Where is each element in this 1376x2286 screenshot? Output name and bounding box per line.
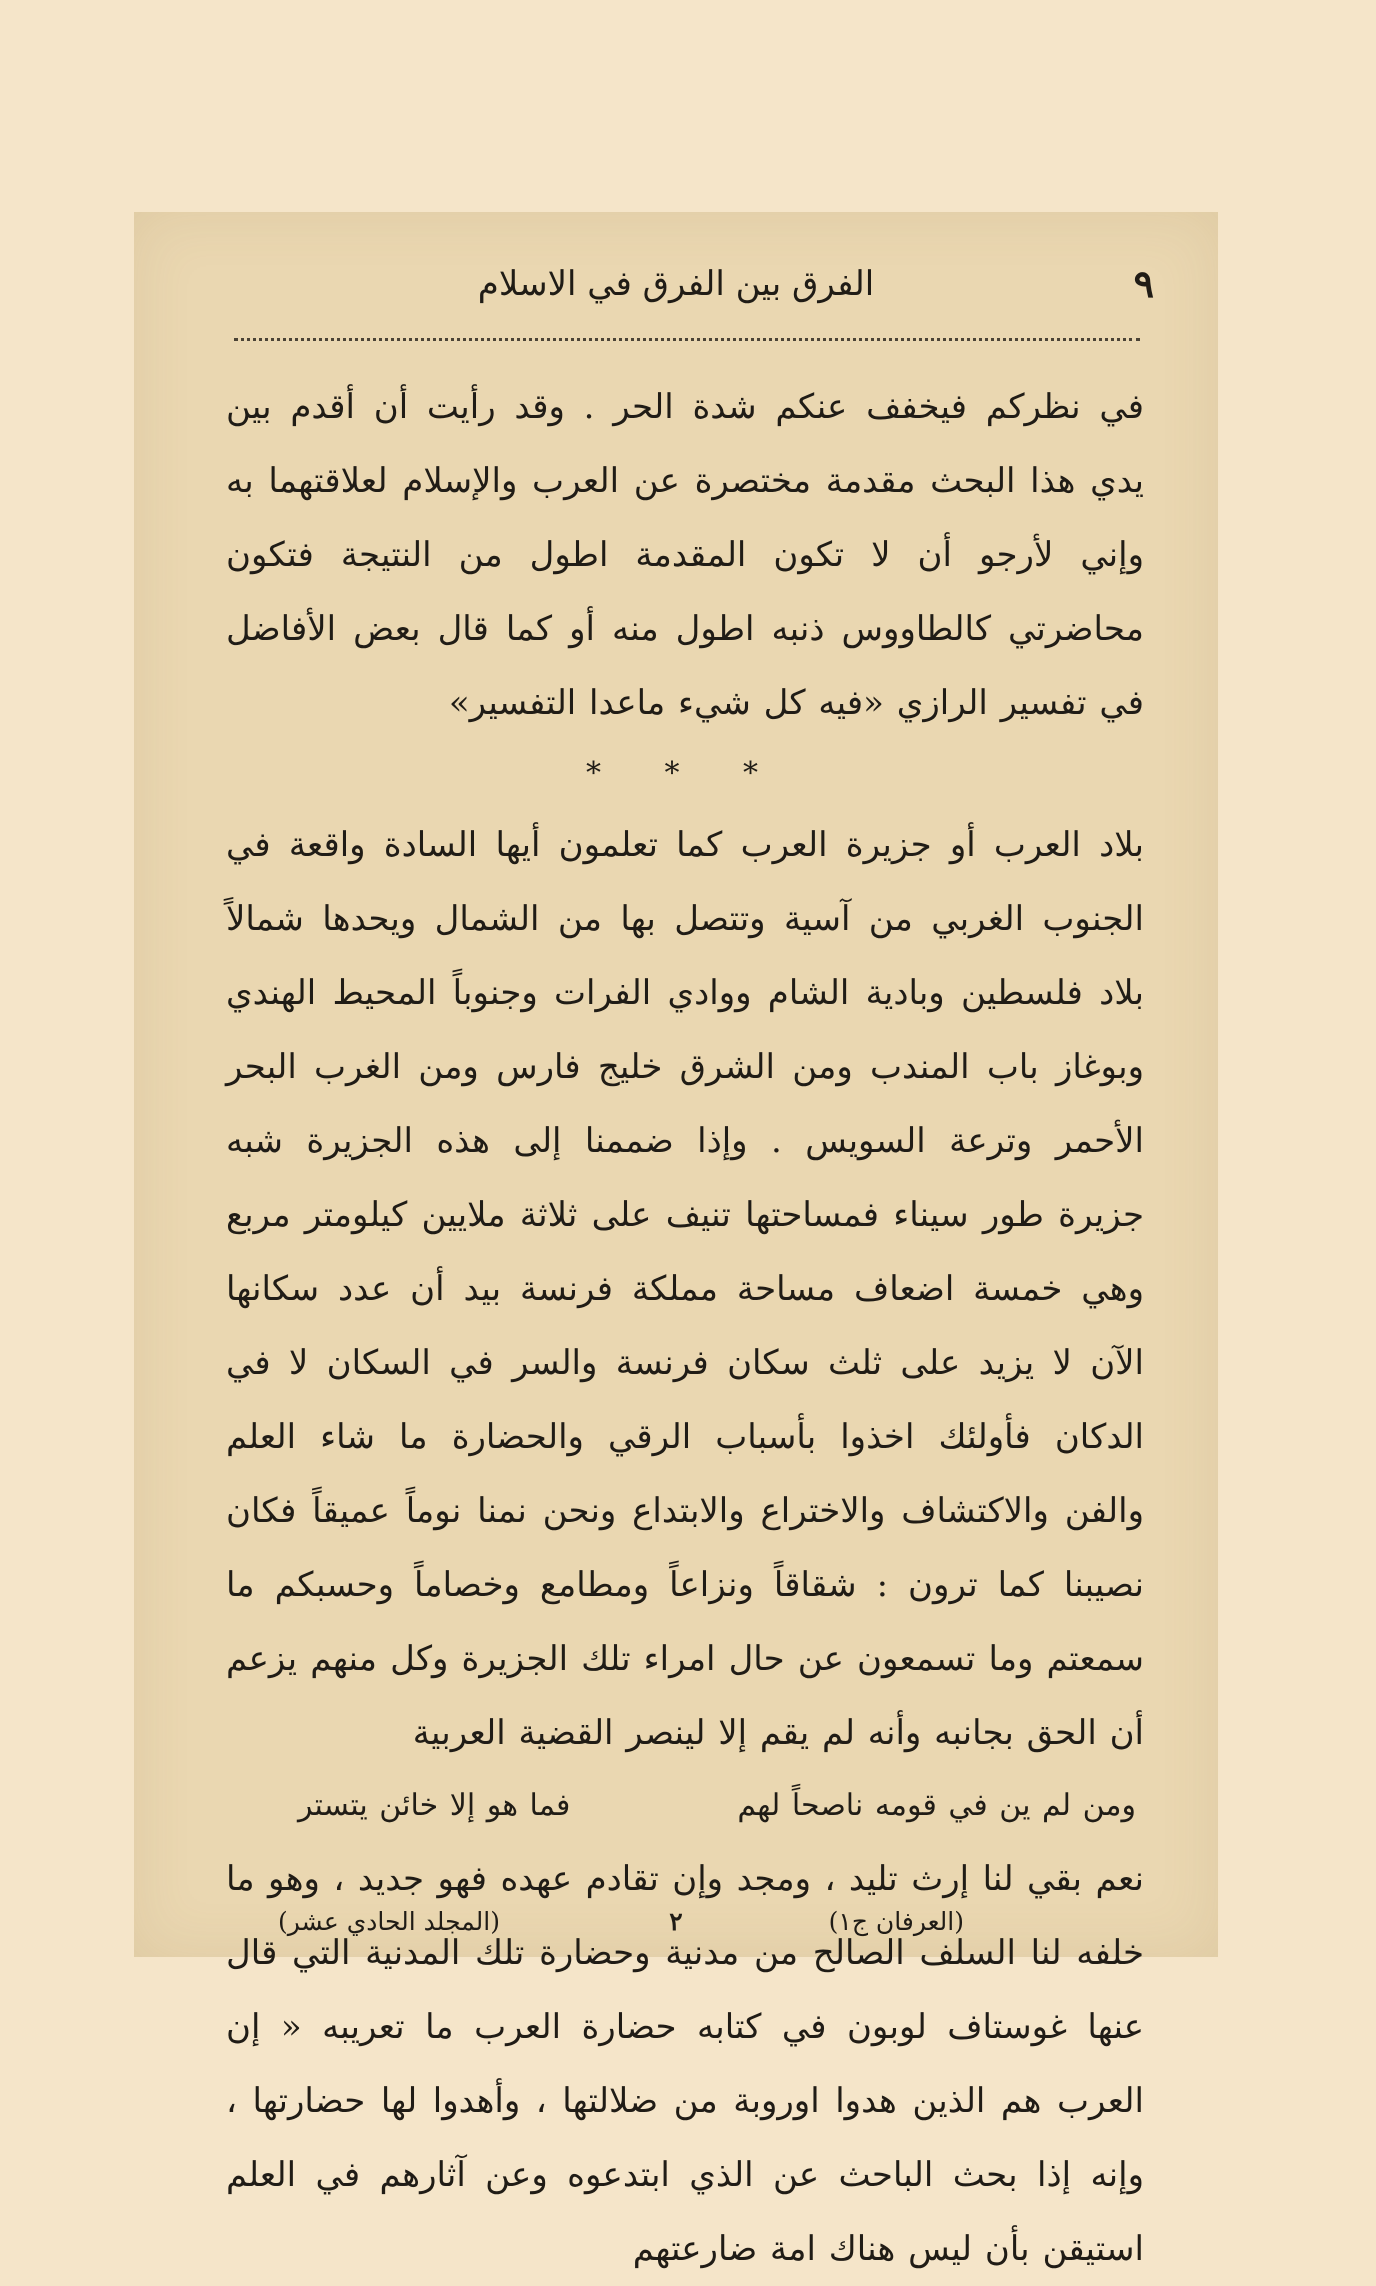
footer-journal: (العرفان ج١) [828, 1907, 964, 1936]
page-body [226, 370, 1144, 2286]
poetry-verse [226, 1770, 1144, 1842]
header-divider [234, 338, 1140, 341]
page-header [134, 254, 1218, 314]
paragraph-arabia: بلاد العرب أو جزيرة العرب كما تعلمون أيها السادة واقعة في الجنوب الغربي من آسية وتتصل بها من الشمال ويحدها شمالاً بلاد فلسطين وبادية الشام ووادي الفرات وجنوباً المحيط الهندي وبوغاز باب المندب ومن الشرق خليج فارس ومن الغرب البحر الأحمر وترعة السويس . وإذا ضممنا إلى هذه الجزيرة شبه جزيرة طور سيناء فمساحتها تنيف على ثلاثة ملايين كيلومتر مربع وهي خمسة اضعاف مساحة مملكة فرنسة بيد أن عدد سكانها الآن لا يزيد على ثلث سكان فرنسة والسر في السكان لا في الدكان فأولئك اخذوا بأسباب الرقي والحضارة ما شاء العلم والفن والاكتشاف والاختراع والابتداع ونحن نمنا نوماً عميقاً فكان نصيبنا كما ترون : شقاقاً ونزاعاً ومطامع وخصاماً وحسبكم ما سمعتم وما تسمعون عن حال امراء تلك الجزيرة وكل منهم يزعم أن الحق بجانبه وأنه لم يقم إلا لينصر القضية العربية [226, 825, 1144, 1753]
running-title: الفرق بين الفرق في الاسلام [477, 264, 875, 304]
paragraph-intro: في نظركم فيخفف عنكم شدة الحر . وقد رأيت أن أقدم بين يدي هذا البحث مقدمة مختصرة عن العرب والإسلام لعلاقتهما به وإني لأرجو أن لا تكون المقدمة اطول من النتيجة فتكون محاضرتي كالطاووس ذنبه اطول منه أو كما قال بعض الأفاضل في تفسير الرازي «فيه كل شيء ماعدا التفسير» [226, 387, 1144, 723]
page-footer [134, 1902, 1218, 1942]
section-separator: * * * [585, 756, 785, 791]
verse-first-hemistich: ومن لم ين في قومه ناصحاً لهم [737, 1788, 1136, 1823]
footer-volume: (المجلد الحادي عشر) [278, 1907, 500, 1936]
paragraph-heritage: نعم بقي لنا إرث تليد ، ومجد وإن تقادم عهده فهو جديد ، وهو ما خلفه لنا السلف الصالح من مدنية وحضارة تلك المدنية التي قال عنها غوستاف لوبون في كتابه حضارة العرب ما تعريبه « إن العرب هم الذين هدوا اوروبة من ضلالتها ، وأهدوا لها حضارتها ، وإنه إذا بحث الباحث عن الذي ابتدعوه وعن آثارهم في العلم استيقن بأن ليس هناك امة ضارعتهم [226, 1859, 1144, 2269]
footer-signature: ٢ [669, 1907, 683, 1936]
book-page [134, 212, 1218, 2269]
verse-second-hemistich: فما هو إلا خائن يتستر [298, 1788, 571, 1823]
page-number: ٩ [1133, 261, 1154, 306]
